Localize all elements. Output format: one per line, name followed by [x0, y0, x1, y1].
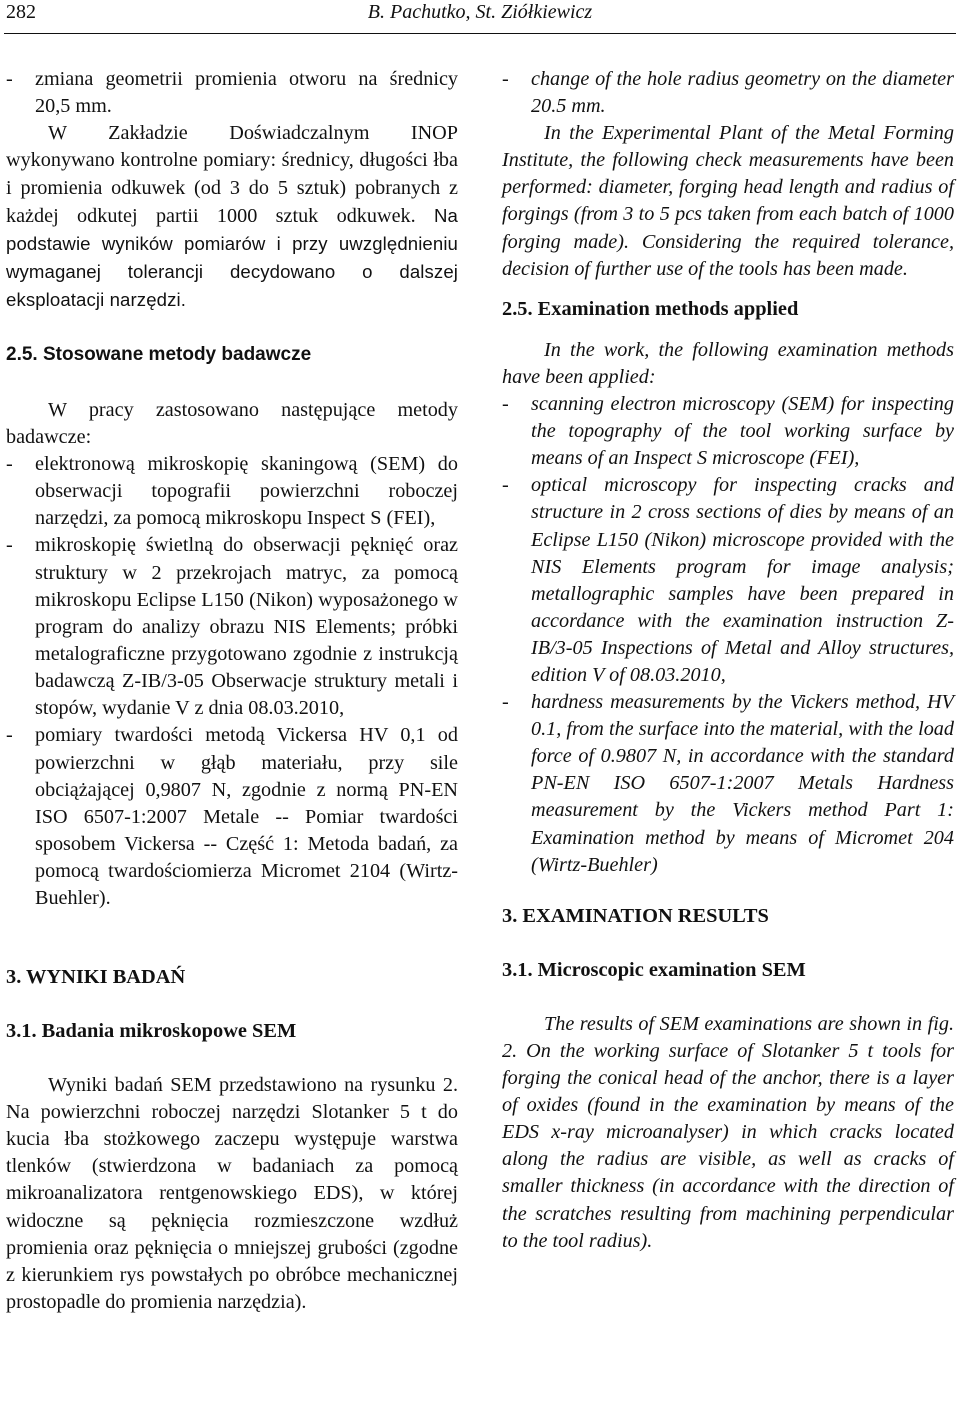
paragraph-plant-measurements [6, 120, 458, 314]
section-heading-3: 3. WYNIKI BADAŃ [6, 965, 186, 988]
left-column-polish [6, 66, 458, 1316]
page-number: 282 [6, 1, 36, 23]
paragraph-methods: W pracy zastosowano następujące metody badawcze: [6, 398, 458, 448]
section-heading-3-1: 3.1. Microscopic examination SEM [502, 958, 806, 981]
paragraph-text: W Zakładzie Doświadczalnym INOP wykonywano kontrolne pomiary: średnicy, długości łba i promienia odkuwek (od 3 do 5 sztuk) pobranych z każdej odkutej partii 1000 sztuk odkuwek. [6, 122, 458, 227]
list-item: - mikroskopię świetlną do obserwacji pęknięć oraz struktury w 2 przekrojach matryc, za pomocą mikroskopu Eclipse L150 (Nikon) wyposażonego w program do analizy obrazu NIS Elements; próbki metalograficzne przygotowano zgodnie z instrukcją badawczą Z-IB/3-05 Obserwacje struktury metali i stopów, wydanie V z dnia 08.03.2010, [6, 532, 458, 722]
right-list-geometry [502, 66, 954, 120]
list-item: - change of the hole radius geometry on the diameter 20.5 mm. [502, 66, 954, 120]
paragraph-text-sans: Na podstawie wyników pomiarów i przy uwzględnieniu wymaganej tolerancji decydowano o dalszej eksploatacji narzędzi. [6, 204, 458, 311]
section-heading-3-1: 3.1. Badania mikroskopowe SEM [6, 1019, 297, 1042]
section-heading-3: 3. EXAMINATION RESULTS [502, 904, 769, 927]
heading-text: Stosowane metody badawcze [42, 344, 312, 366]
right-methods-list [502, 391, 954, 879]
list-item: - pomiary twardości metodą Vickersa HV 0,1 od powierzchni w głąb materiału, przy sile obciążającej 0,9807 N, zgodnie z normą PN-EN ISO 6507-1:2007 Metale -- Pomiar twardości sposobem Vickersa -- Część 1: Metoda badań, za pomocą twardościomierza Micromet 2104 (Wirtz-Buehler). [6, 722, 458, 912]
paragraph-plant-measurements [502, 120, 954, 283]
left-list-geometry [6, 66, 458, 120]
list-item: - elektronową mikroskopię skaningową (SEM) do obserwacji topografii powierzchni roboczej narzędzi, za pomocą mikroskopu Inspect S (FEI), [6, 451, 458, 532]
list-item: - optical microscopy for inspecting cracks and structure in 2 cross sections of dies by means of an Eclipse L150 (Nikon) microscope provided with the NIS Elements program for image analysis; metallographic samples have been prepared in accordance with the examination instruction Z-IB/3-05 Inspections of Metal and Alloy structures, edition V of 08.03.2010, [502, 472, 954, 689]
list-item: - zmiana geometrii promienia otworu na średnicy 20,5 mm. [6, 66, 458, 120]
list-item: - hardness measurements by the Vickers method, HV 0.1, from the surface into the material, with the load force of 0.9807 N, in accordance with the standard PN-EN ISO 6507-1:2007 Metals Hardness measurement by the Vickers method Part 1: Examination method by means of Micromet 204 (Wirtz-Buehler) [502, 689, 954, 879]
paragraph-sem-results: The results of SEM examinations are shown in fig. 2. On the working surface of Slotanker 5 t tools for forging the conical head of the anchor, there is a layer of oxides (found in the examination by means of the EDS x-ray microanalyser) in which cracks located along the radius are visible, as well as cracks of smaller thickness (in accordance with the direction of the scratches resulting from machining perpendicular to the tool radius). [502, 1012, 954, 1252]
paragraph-sem-results: Wyniki badań SEM przedstawiono na rysunku 2. Na powierzchni roboczej narzędzi Slotanker 5 t do kucia łba stożkowego zaczepu występuje warstwa tlenków (stwierdzona w badaniach za pomocą mikroanalizatora rentgenowskiego EDS), w której widoczne są pęknięcia rozmieszczone wzdłuż promienia oraz pęknięcia o mniejszej grubości (zgodne z kierunkiem rys powstałych po obróbce mechanicznej prostopadle do promienia narzędzia). [6, 1073, 458, 1314]
heading-number: 2.5. [6, 344, 38, 366]
section-heading-2-5: 2.5. Examination methods applied [502, 297, 799, 320]
right-column-english [502, 66, 954, 1255]
paragraph-text: In the Experimental Plant of the Metal Forming Institute, the following check measurements have been performed: diameter, forging head length and radius of forgings (from 3 to 5 pcs taken from each batch of 1000 forging made). [502, 122, 954, 253]
paragraph-text: Considering the required tolerance, decision of further use of the tools has been made. [502, 230, 955, 280]
list-item: - scanning electron microscopy (SEM) for inspecting the topography of the tool working surface by means of an Inspect S microscope (FEI), [502, 391, 954, 472]
page-header [0, 0, 960, 34]
section-heading-2-5 [6, 341, 458, 368]
left-methods-list [6, 451, 458, 913]
running-head-authors: B. Pachutko, St. Ziółkiewicz [367, 1, 593, 23]
header-rule [4, 33, 956, 34]
paragraph-methods: In the work, the following examination methods have been applied: [502, 338, 954, 388]
